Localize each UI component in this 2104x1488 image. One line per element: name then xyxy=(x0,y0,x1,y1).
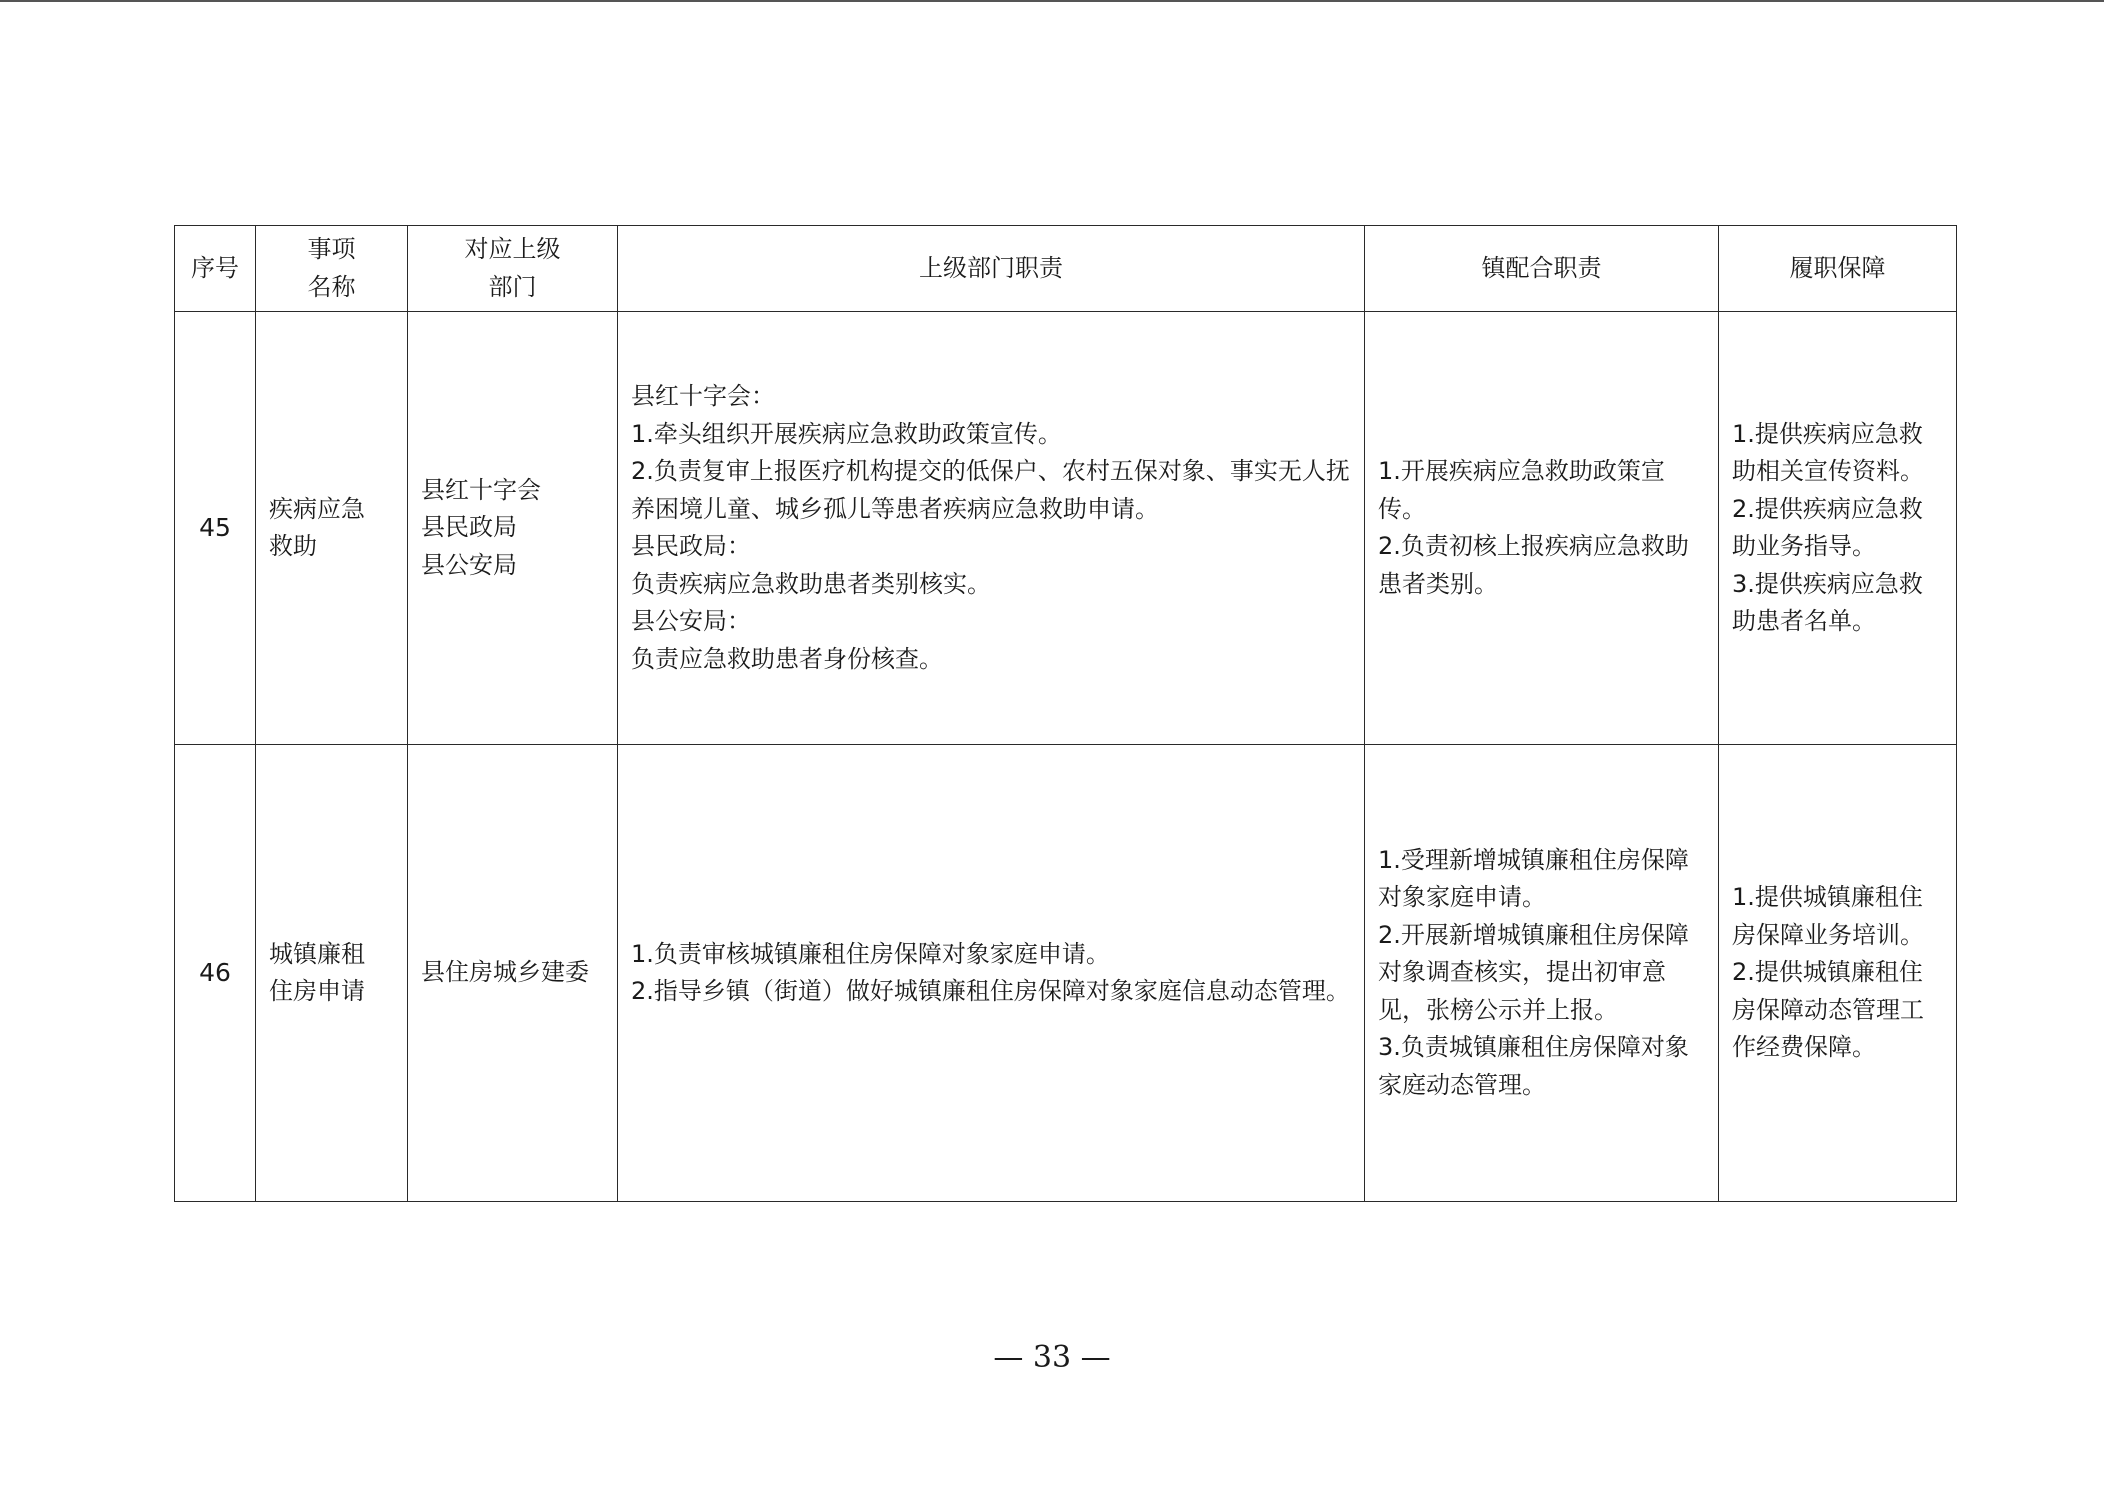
department-line: 县民政局 xyxy=(421,513,517,542)
duty-paragraph: 2.负责复审上报医疗机构提交的低保户、农村五保对象、事实无人抚养困境儿童、城乡孤儿等患者疾病应急救助申请。 xyxy=(631,457,1350,523)
guarantees-cell xyxy=(1719,745,1957,1202)
header-upper-duties xyxy=(618,226,1365,312)
header-line: 事项 xyxy=(307,235,356,263)
header-line: 履职保障 xyxy=(1789,253,1886,282)
header-line: 部门 xyxy=(488,272,537,301)
header-departments xyxy=(408,226,618,312)
duty-paragraph: 县公安局： xyxy=(631,607,751,635)
duty-paragraph: 1.开展疾病应急救助政策宣传。 xyxy=(1378,457,1665,523)
duty-paragraph: 2.开展新增城镇廉租住房保障对象调查核实，提出初审意见，张榜公示并上报。 xyxy=(1378,920,1689,1024)
table-row xyxy=(175,745,1957,1202)
page-top-rule xyxy=(0,0,2104,2)
duty-paragraph: 2.指导乡镇（街道）做好城镇廉租住房保障对象家庭信息动态管理。 xyxy=(631,977,1350,1005)
table-header-row xyxy=(175,226,1957,312)
page-number: — 33 — xyxy=(993,1340,1111,1375)
item-name-cell xyxy=(256,745,408,1202)
duty-paragraph: 2.负责初核上报疾病应急救助患者类别。 xyxy=(1378,532,1689,598)
guarantee-paragraph: 3.提供疾病应急救助患者名单。 xyxy=(1732,569,1923,635)
upper-duties-cell xyxy=(618,312,1365,745)
duty-paragraph: 3.负责城镇廉租住房保障对象家庭动态管理。 xyxy=(1378,1033,1689,1099)
guarantees-cell xyxy=(1719,312,1957,745)
table-row xyxy=(175,312,1957,745)
duty-paragraph: 县民政局： xyxy=(631,532,751,560)
header-line: 对应上级 xyxy=(464,235,561,263)
item-name-line: 住房申请 xyxy=(269,977,365,1005)
duty-paragraph: 1.受理新增城镇廉租住房保障对象家庭申请。 xyxy=(1378,845,1689,912)
duty-paragraph: 县红十字会： xyxy=(631,382,775,410)
header-line: 镇配合职责 xyxy=(1481,253,1602,282)
header-item-name xyxy=(256,226,408,312)
item-name-line: 疾病应急 xyxy=(269,494,365,523)
item-name-line: 救助 xyxy=(269,532,317,560)
row-number: 46 xyxy=(175,745,256,1202)
duty-paragraph: 1.负责审核城镇廉租住房保障对象家庭申请。 xyxy=(631,939,1110,968)
header-line: 序号 xyxy=(191,253,239,282)
town-duties-cell xyxy=(1365,745,1719,1202)
header-guarantees xyxy=(1719,226,1957,312)
duty-paragraph: 负责疾病应急救助患者类别核实。 xyxy=(631,569,991,598)
item-name-cell xyxy=(256,312,408,745)
department-line: 县公安局 xyxy=(421,550,517,579)
departments-cell xyxy=(408,312,618,745)
header-line: 名称 xyxy=(307,272,356,301)
duty-table xyxy=(174,225,1957,1202)
duty-paragraph: 负责应急救助患者身份核查。 xyxy=(631,644,943,673)
header-number xyxy=(175,226,256,312)
guarantee-paragraph: 1.提供疾病应急救助相关宣传资料。 xyxy=(1732,419,1924,485)
item-name-line: 城镇廉租 xyxy=(269,939,365,968)
department-line: 县住房城乡建委 xyxy=(421,958,589,987)
upper-duties-cell xyxy=(618,745,1365,1202)
guarantee-paragraph: 2.提供城镇廉租住房保障动态管理工作经费保障。 xyxy=(1732,958,1924,1062)
department-line: 县红十字会 xyxy=(421,475,541,504)
header-town-duties xyxy=(1365,226,1719,312)
duty-paragraph: 1.牵头组织开展疾病应急救助政策宣传。 xyxy=(631,419,1062,448)
row-number: 45 xyxy=(175,312,256,745)
guarantee-paragraph: 1.提供城镇廉租住房保障业务培训。 xyxy=(1732,883,1924,949)
guarantee-paragraph: 2.提供疾病应急救助业务指导。 xyxy=(1732,494,1923,560)
departments-cell xyxy=(408,745,618,1202)
town-duties-cell xyxy=(1365,312,1719,745)
header-line: 上级部门职责 xyxy=(919,253,1063,282)
